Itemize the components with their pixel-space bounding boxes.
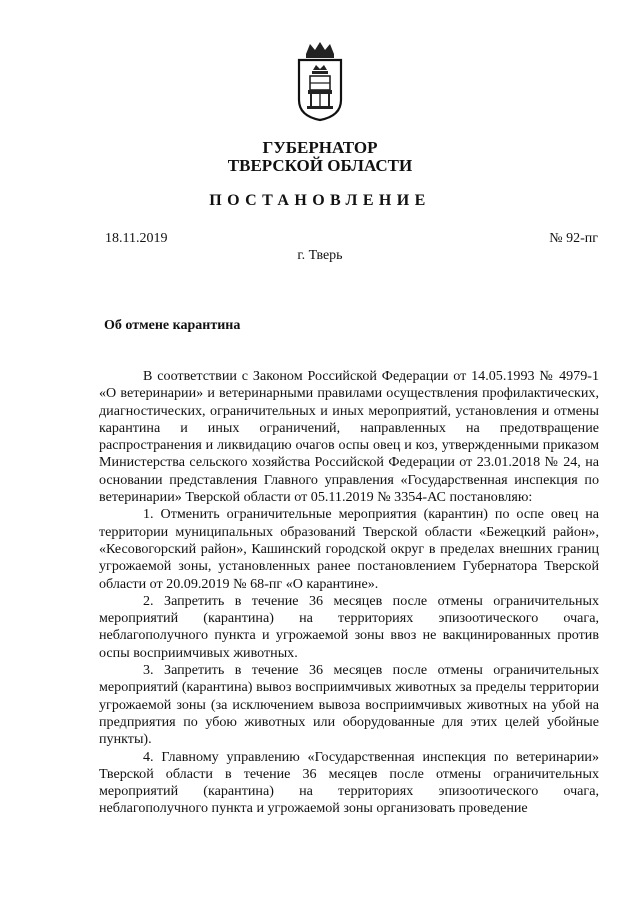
document-body (99, 368, 599, 818)
coat-of-arms-icon (296, 40, 344, 122)
preamble-paragraph: В соответствии с Законом Российской Федерации от 14.05.1993 № 4979-1 «О ветеринарии» и ветеринарными правилами осуществления профилактических, диагностических, ограничительных и иных мероприятий, установления и отмены карантина и иных ограничений, направленных на предотвращение распространения и ликвидацию очагов оспы овец и коз, утвержденными приказом Министерства сельского хозяйства Российской Федерации от 23.01.2018 № 24, на основании представления Главного управления «Государственная инспекция по ветеринарии» Тверской области от 05.11.2019 № 3354-АС постановляю: (99, 368, 599, 506)
clause-paragraph-2: 2. Запретить в течение 36 месяцев после отмены ограничительных мероприятий (карантина) на территориях эпизоотического очага, неблагополучного пункта и угрожаемой зоны ввоз не вакцинированных против оспы восприимчивых животных. (99, 592, 599, 661)
clause-paragraph-3: 3. Запретить в течение 36 месяцев после отмены ограничительных мероприятий (карантина) вывоз восприимчивых животных за пределы территории угрожаемой зоны (за исключением вывоза восприимчивых животных на убой на предприятия по убою животных или оборудованные для этих целей убойные пункты). (99, 662, 599, 748)
document-city: г. Тверь (297, 248, 343, 263)
issuer-title-line1: ГУБЕРНАТОР (262, 138, 378, 157)
clause-paragraph-1: 1. Отменить ограничительные мероприятия (карантин) по оспе овец на территории муниципальных образований Тверской области «Бежецкий район», «Кесовогорский район», Кашинский городской округ в пределах внешних границ угрожаемой зоны, установленных ранее постановлением Губернатора Тверской области от 20.09.2019 № 68-пг «О карантине». (99, 506, 599, 592)
document-subject: Об отмене карантина (104, 318, 241, 333)
document-date: 18.11.2019 (105, 231, 168, 246)
clause-paragraph-4: 4. Главному управлению «Государственная инспекция по ветеринарии» Тверской области в течение 36 месяцев после отмены ограничительных мероприятий (карантина) на территориях эпизоотического очага, неблагополучного пункта и угрожаемой зоны организовать проведение (99, 748, 599, 817)
document-type: ПОСТАНОВЛЕНИЕ (209, 192, 431, 209)
issuer-title-line2: ТВЕРСКОЙ ОБЛАСТИ (227, 156, 413, 175)
document-number: № 92-пг (549, 231, 598, 246)
